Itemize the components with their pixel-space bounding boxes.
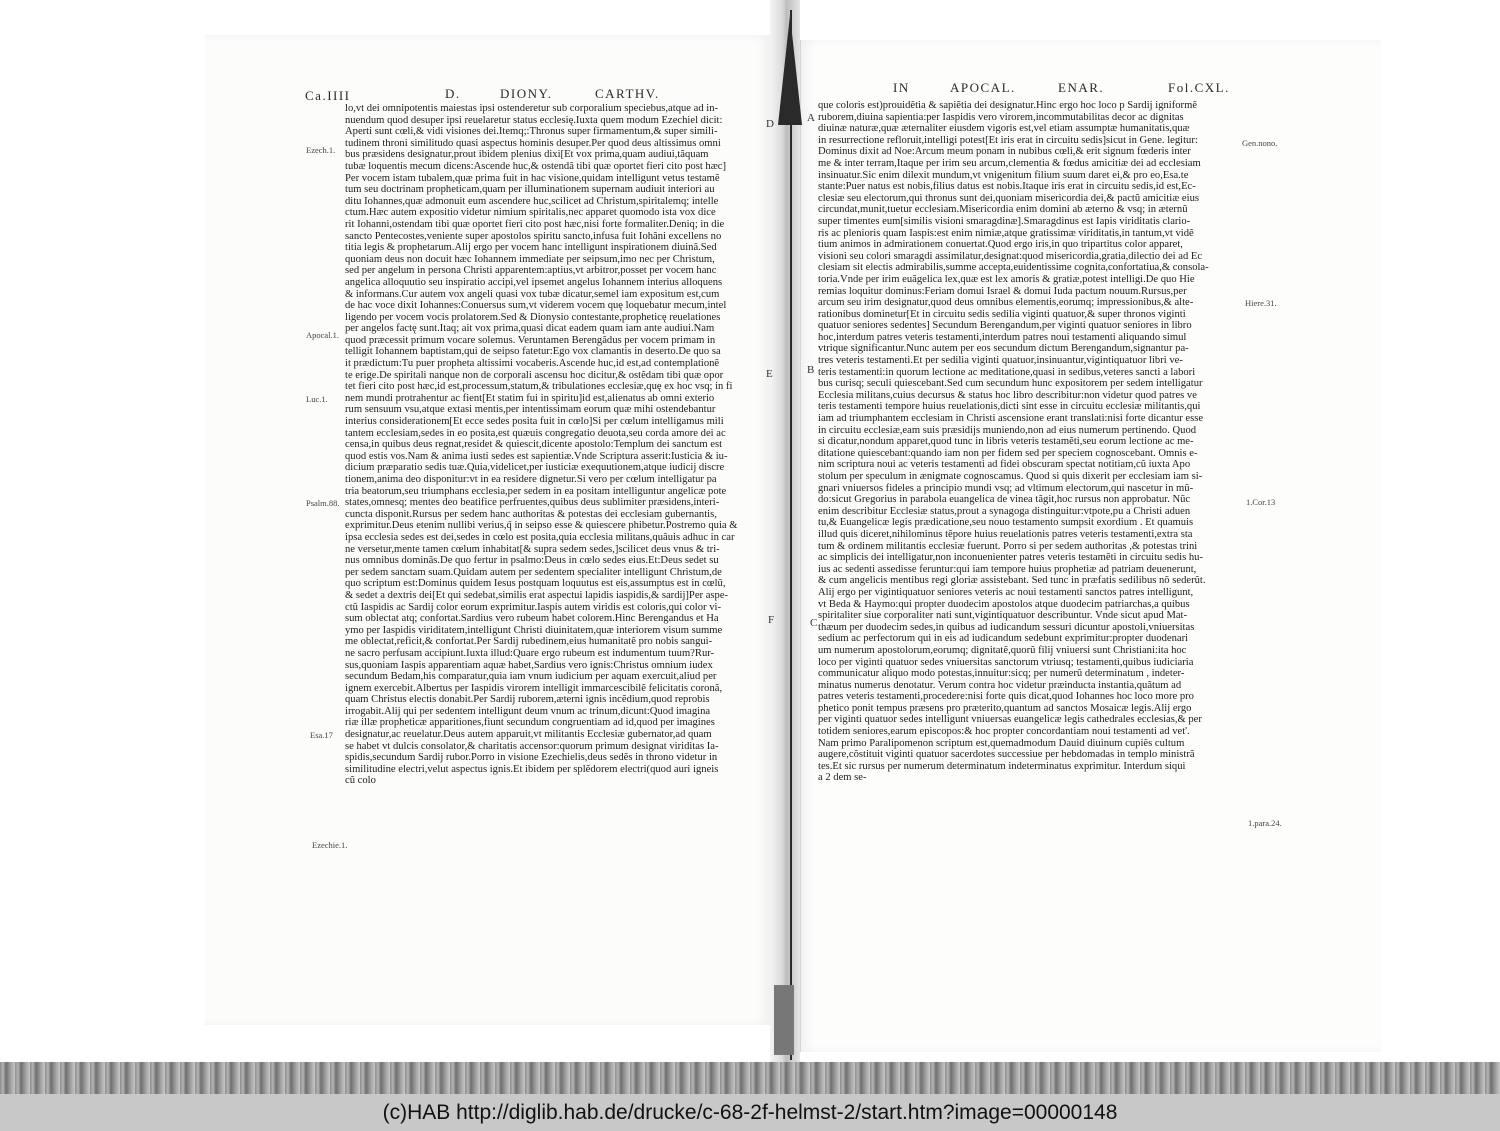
left-header-name2: CARTHV.	[595, 86, 660, 101]
text-line: loco per viginti quatuor sedes vniuersitas sanctorum vtriusq; testamenti,quibus iudiciaria	[818, 656, 1194, 668]
margin-note: Gen.nono.	[1242, 138, 1278, 148]
text-line: titia legis & prophetarum.Alij ergo per vocem hanc intelligunt inspirationem diuinã.Sed	[345, 242, 717, 254]
left-header-chapter: Ca.IIII	[305, 88, 351, 103]
text-line: ipsa ecclesia sedes est dei,sedes in cœlo est posita,quia ecclesia militans,quãuis adhuc in car	[345, 531, 735, 543]
text-line: cuncta disponit.Rursus per sedem hanc authoritas & potestas dei ecclesiam gubernantis,	[345, 508, 717, 520]
text-line: in resurrectione refloruit,intelligi potest[Et iris erat in circuitu sedis]sicut in Gene. legitur:	[818, 134, 1198, 146]
text-line: ne versetur,mente tamen cœlum inhabitat[& supra sedem sedes,]scilicet deus vnus & tri-	[345, 543, 720, 555]
spine-base	[774, 985, 794, 1055]
text-line: tionem,anima deo disponitur:vt in ea residere dignetur.Si vero per cœlum intelligatur pa	[345, 474, 717, 485]
text-line: Ecclesia militans,cuius decursus & status hoc libro describitur:non videtur quod patres ve	[818, 389, 1197, 401]
section-letter: A	[807, 112, 815, 124]
text-line: ymo per Iaspidis viriditatem,intelligunt Christi diuinitatem,quæ interiorem visum summe	[345, 624, 723, 636]
text-line: dicium præparatio sedis tuæ.Quia,videlicet,per iusticiæ exequutionem,atque iudicij discre	[345, 462, 725, 474]
left-header-author: D.	[445, 86, 461, 101]
right-header-word1: APOCAL.	[950, 80, 1016, 95]
text-line: exprimitur.Deus etenim nullibi verius,q̃ in seipso esse & quiescere phibetur.Postremo quia &	[345, 520, 738, 532]
text-line: super timentes eum[similis visioni smaragdinæ].Smaragdinus est Iapis viriditatis clario-	[818, 215, 1191, 227]
text-line: circundat,munit,tuetur ecclesiam.Misericordia enim domini ab æterno & vsq; in æternũ	[818, 204, 1188, 216]
text-line: clesiam sit electis admirabilis,summe accepta,euidentissime cognita,confortatiua,& consola-	[818, 262, 1209, 274]
text-line: clesiæ seu electorum,qui thronus sunt dei,quoniam misericordia dei,& pactũ amicitiæ eius	[818, 192, 1199, 204]
text-line: riæ illæ propheticæ apparitiones,fiunt secundum congruentiam ad id,quod per imagines	[345, 717, 715, 729]
text-line: & cum angelicis mentibus regi gloriæ assistebant. Sed tunc in præfatis sedilibus nõ sederũt.	[818, 575, 1206, 587]
text-line: per viginti quatuor sedes intelligunt vniuersas euangelicæ legis cathedrales ecclesias,& per	[818, 714, 1202, 726]
section-letter: B	[807, 364, 815, 376]
text-line: in circuitu ecclesiæ,eam suis præsidijs muniendo,non ad eius numerum pertinendo. Quod	[818, 424, 1197, 436]
text-line: te erige.De spiritali nanque non de corporali ascensu hoc dicitur,& ostẽdam tibi quæ opor	[345, 369, 724, 381]
text-line: quatuor seniores sedentes] Secundum Berengandum,per viginti quatuor seniores in libro	[818, 320, 1192, 332]
right-page-text	[818, 100, 1243, 784]
text-line: totidem seniores,earum episcopos:& hoc propter concordantiam noui testamenti ad vet'.	[818, 726, 1190, 738]
text-line: gnari vniuersos fideles a principio mundi vsq; ad vltimum electorum,qui nascetur in mũ-	[818, 482, 1194, 494]
text-line: tubæ loquentis mecum dicens:Ascende huc,& ostendã tibi quæ oportet fieri cito post hæc]	[345, 160, 727, 172]
text-line: minatus numerus denotatur. Verum contra hoc videtur præinducta instantia,quãtum ad	[818, 679, 1182, 691]
section-letter: F	[768, 614, 775, 626]
text-line: um numerum apostolorum,eorumq; dignitatẽ,quorũ filij vniuersi sunt Christiani:ita hoc	[818, 644, 1187, 656]
text-line: quam Christus electis donabit.Per Sardij ruborem,æterni ignis incẽdium,quod reprobis	[345, 694, 710, 706]
text-line: ne sacro perfusam accipiunt.Iuxta illud:Quare ergo rubeum est indumentum tuum?Rur-	[345, 647, 715, 659]
text-line: ris ac plenioris quam Iaspis:est enim nimiæ,atque gratissimæ viriditatis,in tantum,vt vidẽ	[818, 227, 1194, 239]
margin-note: Ezech.1.	[306, 145, 336, 155]
margin-note: Apocal.1.	[306, 330, 340, 340]
text-line: ignem exercebit.Albertus per Iaspidis virorem intelligit immarcescibilẽ felicitatis coronã,	[345, 682, 723, 694]
text-line: teris testamenti:in quorum lectione ac meditatione,quasi in sedibus,veteres sancti a labori	[818, 366, 1196, 378]
text-line: vt Beda & Haymo:qui propter duodecim apostolos atque duodecim patriarchas,a quibus	[818, 598, 1190, 610]
text-line: rum sensuum vsu,atque extasi mentis,per intentissimam eorum quæ mihi ostendebantur	[345, 404, 716, 416]
text-line: bus curisq; seculi quiescebant.Sed cum secundum hunc expositorem per sedem intelligatur	[818, 378, 1203, 390]
text-line: nuendum quod desuper ipsi reuelaretur status ecclesię.Iuxta quem modum Ezechiel dicit:	[345, 114, 723, 126]
text-line: enim describitur Ecclesiæ status,prout a synagoga distinguitur:vtpote,pu a Christi aduen	[818, 505, 1191, 517]
text-line: it prædictum:Tu puer propheta altissimi vocaberis.Ascende huc,id est,ad contemplationẽ	[345, 358, 720, 370]
text-line: spidis,secundum Sardij rubor.Porro in visione Ezechielis,deus sedẽs in throno videtur in	[345, 752, 718, 764]
text-line: stolum per speculum in ænigmate cognoscamus. Quod si quis dixerit per ecclesiam iam si-	[818, 471, 1203, 482]
text-line: Per vocem istam tubalem,quæ prima fuit in hac visione,quidam intelligunt vetus testamẽ	[345, 172, 720, 184]
text-line: irrogabit.Alij qui per sedentem intelligunt deum vnum ac trinum,dicunt:Quod imagina	[345, 705, 711, 717]
text-line: de hac voce dixit Iohannes:Conuersus sum,vt viderem vocem quę loquebatur mecum,intel	[345, 300, 727, 312]
margin-note: 1.para.24.	[1248, 818, 1282, 828]
margin-note: Psalm.88.	[306, 498, 340, 508]
text-line: teris testamenti tempore huius reuelationis,dicti sint esse in circuitu ecclesiæ militantis,qui	[818, 401, 1201, 413]
right-header-folio: Fol.CXL.	[1168, 80, 1230, 95]
text-line: tet fieri cito post hæc,id est,processum,statum,& tribulationes ecclesiæ,quę ex hoc vsq; in fi	[345, 381, 733, 393]
text-line: illud quis diceret,nihilominus tẽpore huius reuelationis patres veteris testamenti,extra sta	[818, 528, 1193, 540]
text-line: iam ad triumphantem ecclesiam in Christi ascensione erant translati:nisi forte dicantur esse	[818, 413, 1204, 425]
text-line: & informans.Cur autem vox angeli quasi vox tubæ dicatur,semel iam expositum est,cum	[345, 288, 720, 300]
text-line: thæum per duodecim sedes,in quibus ad iudicandum sessuri dicuntur apostoli,vniuersitas	[818, 621, 1195, 633]
section-letter: D	[766, 118, 774, 130]
text-line: tium animos in admirationem conuertat.Quod ergo iris,in quo tripartitus color apparet,	[818, 239, 1183, 251]
text-line: visioni seu colori smaragdi assimilatur,designat:quod misericordia,gratia,dilectio dei ad Ec	[818, 250, 1203, 262]
text-line: tes.Et sic rursus per numerum determinatum indeterminatus exprimitur. Interdum siqui	[818, 760, 1186, 772]
text-line: sedium ac perfectorum qui in eis ad iudicandum sedebunt exprimitur:propter duodenari	[818, 633, 1189, 645]
text-line: angelica alloquutio seu inspiratio accipi,vel ipsemet angelus Iohannem interius alloquens	[345, 276, 723, 288]
section-letter: E	[766, 368, 773, 380]
text-line: & sedet a dextris dei[Et qui sedebat,similis erat aspectui lapidis iaspidis,& sardij]Per aspe-	[345, 589, 729, 601]
text-line: ditu Iohannes,quæ admonuit eum ascendere huc,scilicet ad Christum,spiritalemq; intelle	[345, 195, 719, 207]
text-line: quo scriptum est:Dominus quidem Iesus postquam loquutus est eis,assumptus est in cœlũ,	[345, 578, 726, 590]
text-line: bus præsidens designatur,prout ibidem plenius dixi[Et vox prima,quam audiui,tãquam	[345, 149, 709, 161]
left-page-text	[345, 103, 763, 787]
scanner-edge	[0, 1062, 1500, 1094]
text-line: nim scriptura noui ac veteris testamenti ad fidei obscuram spectat notitiam,cũ iuxta Apo	[818, 459, 1191, 471]
text-line: Alij ergo per vigintiquatuor seniores veteris ac noui testamenti sanctos patres intelligunt,	[818, 586, 1194, 598]
text-line: remias loquitur dominus:Feriam domui Israel & domui Iuda pactum nouum.Rursus,per	[818, 285, 1187, 297]
text-line: ruborem,diuina sapientia:per Iaspidis vero virorem,incommutabilitas decor ac dignitas	[818, 111, 1184, 123]
text-line: lo,vt dei omnipotentis maiestas ipsi ostenderetur sub corporalium speciebus,atque ad in-	[345, 103, 719, 114]
text-line: que coloris est)prouidẽtia & sapiẽtia dei designatur.Hinc ergo hoc loco p Sardij igniformẽ	[818, 100, 1198, 111]
right-header-book: IN	[893, 80, 910, 95]
text-line: insinuatur.Sic enim dilexit mundum,vt vnigenitum filium suum daret ei,& pro eo,Esa.te	[818, 169, 1189, 181]
text-line: sancto Pentecostes,veniente super apostolos spiritu sancto,infusa fuit Iohãni excellens no	[345, 230, 722, 242]
text-line: ditatione quiescebant:quando iam non per fidem sed per speciem cognoscebant. Omnis e-	[818, 447, 1198, 459]
text-line: ctũ Iaspidis ac Sardij color eorum exprimitur.Iaspis autem viridis est coloris,qui color vi-	[345, 601, 721, 613]
text-line: arcum seu irim designatur,quod deus omnibus elementis,eorumq; impressionibus,& alte-	[818, 297, 1194, 309]
text-line: phetico ponit tempus præsens pro præterito,quantum ad sanctos Mosaicæ legis.Alij ergo	[818, 702, 1192, 714]
margin-note: Luc.1.	[306, 394, 328, 404]
text-line: hoc,interdum patres veteris testamenti,interdum patres noui testamenti aliquando simul	[818, 331, 1187, 343]
text-line: nem mundi protrahentur ac fient[Et statim fui in spiritu]id est,alienatus ab omni exterio	[345, 392, 715, 404]
text-line: augere,cõstituit viginti quatuor sacerdotes successiue per hebdomadas in templo ministrã	[818, 749, 1195, 761]
text-line: spiritaliter siue corporaliter nati sunt,vigintiquatuor describuntur. Vnde sicut apud Mat-	[818, 610, 1188, 622]
text-line: per sedem sanctam suam.Quidam autem per sedentem specialiter intelligunt Christum,de	[345, 566, 722, 578]
text-line: me oblectat,reficit,& confortat.Per Sardij rubedinem,eius humanitatẽ pro nobis sangui-	[345, 636, 713, 648]
footer-url: (c)HAB http://diglib.hab.de/drucke/c-68-2f-helmst-2/start.htm?image=00000148	[0, 1094, 1500, 1131]
margin-note: 1.Cor.13	[1246, 497, 1276, 507]
text-line: interius considerationem[Et ecce sedes posita fuit in cœlo]Si per cœlum intelligamus mili	[345, 416, 724, 428]
text-line: tu,& Euangelicæ legis prædicatione,seu nouo testamento sumpsit exordium . Et quamuis	[818, 517, 1194, 529]
text-line: toria.Vnde per irim euãgelica lex,quæ est lex amoris & gratiæ,potest intelligi.De quo Hie	[818, 273, 1195, 285]
margin-note: Esa.17	[310, 730, 333, 740]
text-line: sed per angelum in persona Christi apparentem:aptius,vt arbitror,posset per vocem hanc	[345, 265, 717, 277]
text-line: quod estis vos.Nam & anima iusti sedes est sapientiæ.Vnde Scriptura asserit:Iusticia & iu-	[345, 450, 728, 462]
margin-note: Hiere.31.	[1245, 298, 1277, 308]
text-line: communicatur aliquo modo potestas,innuitur:sicq; per numerũ determinatum , indeter-	[818, 668, 1185, 680]
text-line: per angelos factę sunt.Itaq; ait vox prima,quasi dicat eadem quam iam ante audiui.Nam	[345, 323, 715, 335]
text-line: ctum.Hæc autem expositio videtur nimium spiritalis,nec apparet quomodo ista vox dice	[345, 207, 716, 219]
text-line: sum oblectat atq; confortat.Sardius vero rubeum habet colorem.Hinc Berengandus et Ha	[345, 613, 719, 625]
text-line: patres veteris testamenti,procedere:nisi forte quis dicat,quod Iohannes hoc loco more pro	[818, 691, 1194, 703]
text-line: ac simplicis dei intelligatur,non inconuenienter patres veteris testamẽti in circuitu sedis hu-	[818, 552, 1203, 564]
left-header-name1: DIONY.	[500, 86, 553, 101]
text-line: tudinem throni similitudo quasi aspectus hominis desuper.Per quod deus altissimus omni	[345, 137, 721, 149]
text-line: quoniam deus non docuit hæc Iohannem immediate per seipsum,imo nec per Christum,	[345, 253, 715, 265]
text-line: Nam primo Paralipomenon scriptum est,quemadmodum Dauid diuinum cupiẽs cultum	[818, 737, 1185, 749]
right-header-word2: ENAR.	[1058, 80, 1105, 95]
text-line: Dominus dixit ad Noe:Arcum meum ponam in nubibus cœli,& erit signum fœderis inter	[818, 146, 1191, 158]
text-line: tum & ordinem militantis ecclesiæ fuerunt. Porro si per sedem authoritas ,& potestas trini	[818, 540, 1198, 552]
text-line: designatur,ac reuelatur.Deus autem apparuit,vt militantis Ecclesiæ gubernator,ad quam	[345, 729, 712, 741]
text-line: sus,quoniam Iaspis apparentiam aquæ habet,Sardius vero ignis:Christus omnium iudex	[345, 659, 713, 671]
text-line: states,omnesq; mentes deo beatifice perfruentes,quibus deus sublimiter præsidens,interi-	[345, 497, 720, 509]
text-line: Aperti sunt cœli,& vidi visiones dei.Itemq;:Thronus super firmamentum,& super simili-	[345, 126, 718, 138]
text-line: ligendo per vocem vocis prolatorem.Sed & Dionysio contestante,propheticę reuelationes	[345, 311, 721, 323]
text-line: ius ac sedenti assedisse feruntur:qui iam tempore huius prophetiæ ad patriam deuenerunt,	[818, 563, 1197, 575]
text-line: do:sicut Gregorius in parabola euangelica de vinea tãgit,hoc rursus non approbatur. Nũc	[818, 494, 1191, 506]
text-line: rit Iohanni,ostendam tibi quæ oportet fieri cito post hæc,nisi forte formaliter.Deniq; in die	[345, 218, 725, 230]
text-line: quod præcessit primum vocare solemus. Veruntamen Berengãdus per vocem primam in	[345, 334, 716, 346]
margin-note: Ezechie.1.	[312, 840, 348, 850]
text-line: nus omnibus dominãs.De quo fertur in psalmo:Deus in cœlo sedes eius.Et:Deus sedet su	[345, 555, 719, 567]
text-line: vtrique significantur.Nunc autem per eos secundum dictum Berengandum,signantur pa-	[818, 343, 1189, 355]
text-line: diuinæ naturæ,quæ æternaliter eiusdem vigoris est,vel etiam assumptæ humanitatis,quæ	[818, 123, 1190, 135]
text-line: a 2 dem se-	[818, 772, 867, 784]
text-line: similitudine electri,velut aspectus ignis.Et ibidem per splẽdorem electri(quod auri igneis	[345, 763, 719, 775]
text-line: tantem ecclesiam,sedes in eo posita,est quæuis congregatio deuota,seu corda amore dei ac	[345, 427, 726, 439]
text-line: tria beatorum,seu triumphans ecclesia,per sedem in ea positam intelliguntur angelicæ pote	[345, 485, 727, 497]
text-line: me & inter terram,Itaque per irim seu arcum,clementia & fœdus amicitiæ dei ad ecclesiam	[818, 157, 1201, 169]
text-line: tres veteris testamenti.Et per sedilia viginti quatuor,insinuantur,vigintiquatuor libri ve-	[818, 355, 1183, 367]
book-gutter	[770, 0, 800, 1070]
text-line: secundum Bedam,his comparatur,quia iam vnum iudicium per aquam exercuit,aliud per	[345, 671, 717, 683]
text-line: tum seu doctrinam propheticam,quam per illuminationem supernam audiuit interiori au	[345, 184, 715, 196]
text-line: stante:Puer natus est nobis,filius datus est nobis.Itaque iris erat in circuitu sedis,id est,Ec-	[818, 181, 1196, 193]
text-line: si dicatur,nondum apparet,quod tunc in libris veteris testamẽti,seu eorum lectione ac me-	[818, 436, 1194, 448]
text-line: rationibus dominetur[Et in circuitu sedis sedilia viginti quatuor,& super thronos viginti	[818, 308, 1186, 320]
text-line: cũ colo	[345, 775, 376, 787]
text-line: telligit Iohannem baptistam,qui de seipso fatetur:Ego vox clamantis in deserto.De quo sa	[345, 346, 721, 358]
text-line: se habet vt dulcis consolator,& charitatis accensor:quorum primum designat viriditas Ia-	[345, 740, 719, 752]
spine-line	[790, 10, 792, 1060]
section-letter: C	[810, 617, 818, 629]
text-line: censa,in quibus deus regnat,residet & quiescit,dicente apostolo:Templum dei sanctum est	[345, 439, 723, 451]
